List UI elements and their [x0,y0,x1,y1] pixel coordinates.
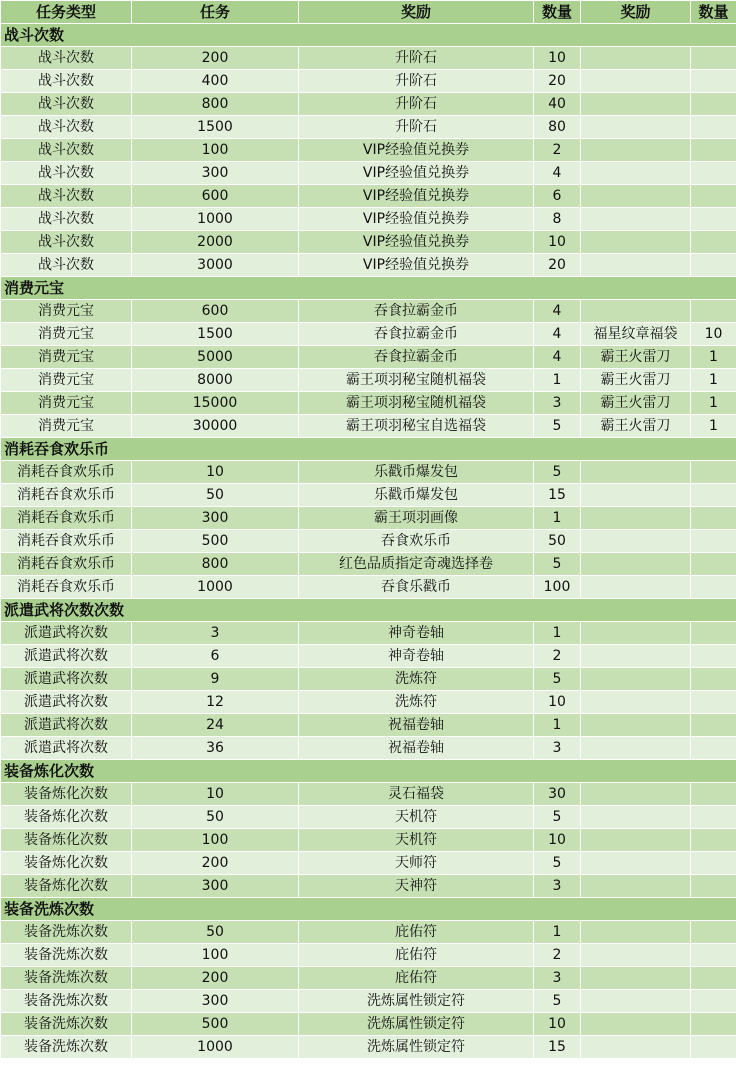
reward-2-cell [581,70,691,93]
quantity-2-cell [691,507,736,530]
task-target-cell: 300 [132,990,299,1013]
reward-cell: 洗炼属性锁定符 [299,1036,534,1059]
reward-cell: 祝福卷轴 [299,737,534,760]
quantity-2-cell [691,806,736,829]
reward-cell: VIP经验值兑换券 [299,185,534,208]
reward-cell: 霸王项羽秘宝随机福袋 [299,392,534,415]
quantity-2-cell [691,944,736,967]
task-type-cell: 战斗次数 [1,116,132,139]
task-type-cell: 消耗吞食欢乐币 [1,553,132,576]
reward-cell: 庇佑符 [299,944,534,967]
task-target-cell: 1000 [132,576,299,599]
task-type-cell: 战斗次数 [1,162,132,185]
table-row [1,323,736,346]
reward-cell: 洗炼符 [299,668,534,691]
task-type-cell: 战斗次数 [1,47,132,70]
header-task: 任务 [132,1,299,24]
reward-2-cell [581,645,691,668]
quantity-2-cell [691,852,736,875]
task-target-cell: 100 [132,139,299,162]
task-type-cell: 消耗吞食欢乐币 [1,484,132,507]
table-row [1,852,736,875]
reward-cell: 祝福卷轴 [299,714,534,737]
header-quantity-2: 数量 [691,1,736,24]
quantity-cell: 1 [534,369,581,392]
reward-cell: 神奇卷轴 [299,622,534,645]
task-target-cell: 10 [132,461,299,484]
task-target-cell: 100 [132,829,299,852]
quantity-2-cell: 1 [691,369,736,392]
table-row [1,967,736,990]
task-target-cell: 3 [132,622,299,645]
table-row [1,300,736,323]
quantity-cell: 50 [534,530,581,553]
quantity-cell: 100 [534,576,581,599]
section-row [1,599,736,622]
task-target-cell: 500 [132,1013,299,1036]
task-type-cell: 装备炼化次数 [1,806,132,829]
reward-cell: 升阶石 [299,47,534,70]
table-row [1,921,736,944]
reward-2-cell [581,484,691,507]
quantity-2-cell [691,116,736,139]
quantity-cell: 80 [534,116,581,139]
reward-cell: 吞食乐戳币 [299,576,534,599]
table-row [1,93,736,116]
table-row [1,990,736,1013]
task-target-cell: 300 [132,875,299,898]
reward-2-cell [581,461,691,484]
quantity-cell: 2 [534,645,581,668]
section-row [1,24,736,47]
quantity-2-cell [691,530,736,553]
reward-cell: 霸王项羽秘宝随机福袋 [299,369,534,392]
reward-cell: 天机符 [299,806,534,829]
table-body [1,24,736,1059]
quantity-cell: 10 [534,829,581,852]
table-row [1,484,736,507]
task-type-cell: 装备炼化次数 [1,783,132,806]
table-row [1,208,736,231]
task-target-cell: 10 [132,783,299,806]
quantity-cell: 40 [534,93,581,116]
reward-cell: 天神符 [299,875,534,898]
reward-cell: 升阶石 [299,116,534,139]
task-type-cell: 派遣武将次数 [1,645,132,668]
task-type-cell: 消费元宝 [1,415,132,438]
section-title: 装备洗炼次数 [1,898,736,921]
quantity-2-cell [691,231,736,254]
task-type-cell: 消费元宝 [1,346,132,369]
quantity-cell: 5 [534,990,581,1013]
section-row [1,898,736,921]
quantity-cell: 3 [534,875,581,898]
reward-cell: VIP经验值兑换券 [299,231,534,254]
reward-2-cell [581,921,691,944]
task-type-cell: 消耗吞食欢乐币 [1,461,132,484]
task-type-cell: 装备洗炼次数 [1,967,132,990]
reward-cell: 天师符 [299,852,534,875]
quantity-cell: 4 [534,300,581,323]
quantity-2-cell [691,553,736,576]
task-target-cell: 600 [132,185,299,208]
task-type-cell: 消费元宝 [1,392,132,415]
task-target-cell: 500 [132,530,299,553]
reward-2-cell [581,622,691,645]
reward-cell: 天机符 [299,829,534,852]
reward-cell: 霸王项羽画像 [299,507,534,530]
task-type-cell: 战斗次数 [1,93,132,116]
table-row [1,116,736,139]
reward-cell: 吞食拉霸金币 [299,300,534,323]
table-row [1,783,736,806]
task-type-cell: 派遣武将次数 [1,691,132,714]
task-target-cell: 300 [132,507,299,530]
quantity-cell: 5 [534,852,581,875]
task-target-cell: 36 [132,737,299,760]
quantity-cell: 3 [534,392,581,415]
task-target-cell: 200 [132,967,299,990]
table-row [1,231,736,254]
table-row [1,829,736,852]
quantity-cell: 2 [534,944,581,967]
reward-cell: 庇佑符 [299,921,534,944]
table-row [1,254,736,277]
section-title: 战斗次数 [1,24,736,47]
reward-2-cell [581,47,691,70]
quantity-2-cell [691,47,736,70]
task-type-cell: 战斗次数 [1,231,132,254]
task-target-cell: 300 [132,162,299,185]
task-type-cell: 装备洗炼次数 [1,990,132,1013]
reward-2-cell [581,967,691,990]
reward-2-cell [581,875,691,898]
task-type-cell: 派遣武将次数 [1,622,132,645]
reward-2-cell [581,944,691,967]
table-row [1,507,736,530]
reward-2-cell [581,530,691,553]
table-row [1,553,736,576]
quantity-2-cell [691,622,736,645]
task-target-cell: 3000 [132,254,299,277]
quantity-cell: 1 [534,714,581,737]
header-row [1,1,736,24]
table-row [1,70,736,93]
quantity-2-cell [691,208,736,231]
quantity-2-cell [691,875,736,898]
quantity-cell: 4 [534,162,581,185]
quantity-cell: 4 [534,323,581,346]
reward-cell: VIP经验值兑换券 [299,254,534,277]
task-target-cell: 1500 [132,323,299,346]
quantity-2-cell [691,576,736,599]
reward-cell: 霸王项羽秘宝自选福袋 [299,415,534,438]
task-target-cell: 200 [132,47,299,70]
reward-2-cell [581,208,691,231]
quantity-cell: 5 [534,461,581,484]
reward-2-cell: 霸王火雷刀 [581,346,691,369]
task-type-cell: 消耗吞食欢乐币 [1,576,132,599]
reward-2-cell [581,783,691,806]
table-row [1,415,736,438]
quantity-cell: 5 [534,415,581,438]
quantity-cell: 3 [534,967,581,990]
task-target-cell: 1000 [132,208,299,231]
reward-2-cell [581,162,691,185]
task-target-cell: 5000 [132,346,299,369]
table-row [1,392,736,415]
table-row [1,875,736,898]
reward-cell: VIP经验值兑换券 [299,208,534,231]
task-target-cell: 1500 [132,116,299,139]
reward-cell: VIP经验值兑换券 [299,139,534,162]
reward-2-cell [581,300,691,323]
reward-2-cell: 霸王火雷刀 [581,369,691,392]
task-type-cell: 派遣武将次数 [1,668,132,691]
reward-cell: 乐戳币爆发包 [299,484,534,507]
quantity-cell: 10 [534,47,581,70]
reward-cell: 吞食拉霸金币 [299,346,534,369]
task-target-cell: 24 [132,714,299,737]
task-type-cell: 消耗吞食欢乐币 [1,530,132,553]
section-title: 消耗吞食欢乐币 [1,438,736,461]
table-row [1,714,736,737]
header-quantity-1: 数量 [534,1,581,24]
quantity-2-cell [691,254,736,277]
task-target-cell: 6 [132,645,299,668]
task-type-cell: 派遣武将次数 [1,737,132,760]
quantity-2-cell [691,829,736,852]
quantity-cell: 10 [534,231,581,254]
header-reward-1: 奖励 [299,1,534,24]
reward-2-cell [581,737,691,760]
reward-cell: 升阶石 [299,70,534,93]
reward-cell: 乐戳币爆发包 [299,461,534,484]
reward-2-cell: 霸王火雷刀 [581,415,691,438]
quantity-cell: 3 [534,737,581,760]
reward-2-cell [581,185,691,208]
table-row [1,1013,736,1036]
quantity-cell: 8 [534,208,581,231]
quantity-2-cell: 1 [691,392,736,415]
quantity-2-cell [691,185,736,208]
table-row [1,576,736,599]
reward-cell: 神奇卷轴 [299,645,534,668]
table-row [1,346,736,369]
table-header [1,1,736,24]
task-type-cell: 装备洗炼次数 [1,1013,132,1036]
task-target-cell: 200 [132,852,299,875]
table-row [1,369,736,392]
task-type-cell: 派遣武将次数 [1,714,132,737]
section-row [1,438,736,461]
quantity-cell: 20 [534,70,581,93]
reward-2-cell [581,990,691,1013]
reward-2-cell [581,852,691,875]
task-target-cell: 8000 [132,369,299,392]
reward-cell: 吞食欢乐币 [299,530,534,553]
quantity-2-cell [691,668,736,691]
quantity-cell: 15 [534,1036,581,1059]
quantity-2-cell [691,967,736,990]
quantity-2-cell [691,1036,736,1059]
reward-2-cell [581,668,691,691]
reward-2-cell [581,714,691,737]
task-target-cell: 800 [132,93,299,116]
header-reward-2: 奖励 [581,1,691,24]
table-row [1,645,736,668]
reward-2-cell [581,691,691,714]
quantity-cell: 1 [534,507,581,530]
reward-2-cell: 福星纹章福袋 [581,323,691,346]
table-row [1,944,736,967]
quantity-cell: 10 [534,1013,581,1036]
task-type-cell: 战斗次数 [1,70,132,93]
task-type-cell: 装备洗炼次数 [1,944,132,967]
task-type-cell: 消耗吞食欢乐币 [1,507,132,530]
task-type-cell: 消费元宝 [1,323,132,346]
quantity-cell: 5 [534,668,581,691]
reward-2-cell: 霸王火雷刀 [581,392,691,415]
task-type-cell: 战斗次数 [1,185,132,208]
reward-2-cell [581,254,691,277]
table-row [1,530,736,553]
reward-2-cell [581,507,691,530]
task-target-cell: 2000 [132,231,299,254]
quantity-cell: 1 [534,622,581,645]
task-target-cell: 400 [132,70,299,93]
quantity-cell: 5 [534,806,581,829]
reward-2-cell [581,116,691,139]
task-type-cell: 战斗次数 [1,208,132,231]
quantity-cell: 30 [534,783,581,806]
reward-2-cell [581,1013,691,1036]
table-row [1,622,736,645]
section-title: 派遣武将次数次数 [1,599,736,622]
quantity-2-cell [691,921,736,944]
quantity-2-cell [691,1013,736,1036]
task-target-cell: 15000 [132,392,299,415]
task-type-cell: 消费元宝 [1,300,132,323]
table-row [1,668,736,691]
quantity-2-cell [691,300,736,323]
reward-cell: 洗炼符 [299,691,534,714]
quantity-2-cell [691,139,736,162]
task-target-cell: 50 [132,806,299,829]
task-type-cell: 消费元宝 [1,369,132,392]
table-row [1,691,736,714]
table-row [1,185,736,208]
table-row [1,461,736,484]
section-title: 消费元宝 [1,277,736,300]
quantity-2-cell [691,645,736,668]
table-row [1,1036,736,1059]
task-target-cell: 800 [132,553,299,576]
quantity-2-cell [691,484,736,507]
reward-2-cell [581,231,691,254]
reward-2-cell [581,553,691,576]
task-type-cell: 装备洗炼次数 [1,921,132,944]
quantity-cell: 2 [534,139,581,162]
table-row [1,47,736,70]
reward-2-cell [581,576,691,599]
reward-2-cell [581,1036,691,1059]
quantity-2-cell [691,461,736,484]
quantity-cell: 5 [534,553,581,576]
section-row [1,760,736,783]
reward-2-cell [581,829,691,852]
reward-cell: 红色品质指定奇魂选择卷 [299,553,534,576]
reward-cell: 洗炼属性锁定符 [299,1013,534,1036]
header-task-type: 任务类型 [1,1,132,24]
table-row [1,737,736,760]
table-row [1,162,736,185]
task-type-cell: 战斗次数 [1,139,132,162]
reward-cell: 洗炼属性锁定符 [299,990,534,1013]
quantity-2-cell [691,737,736,760]
reward-cell: 灵石福袋 [299,783,534,806]
reward-cell: VIP经验值兑换券 [299,162,534,185]
task-type-cell: 装备炼化次数 [1,852,132,875]
task-type-cell: 装备炼化次数 [1,875,132,898]
task-target-cell: 9 [132,668,299,691]
task-target-cell: 12 [132,691,299,714]
quantity-cell: 1 [534,921,581,944]
quantity-2-cell [691,783,736,806]
reward-2-cell [581,93,691,116]
quantity-2-cell: 10 [691,323,736,346]
quantity-2-cell [691,162,736,185]
quantity-cell: 10 [534,691,581,714]
quantity-2-cell [691,93,736,116]
quantity-2-cell: 1 [691,346,736,369]
table-row [1,139,736,162]
task-type-cell: 战斗次数 [1,254,132,277]
quantity-cell: 15 [534,484,581,507]
reward-cell: 庇佑符 [299,967,534,990]
reward-2-cell [581,806,691,829]
quantity-cell: 4 [534,346,581,369]
task-type-cell: 装备洗炼次数 [1,1036,132,1059]
task-type-cell: 装备炼化次数 [1,829,132,852]
reward-cell: 升阶石 [299,93,534,116]
task-target-cell: 1000 [132,1036,299,1059]
task-target-cell: 600 [132,300,299,323]
quantity-2-cell [691,990,736,1013]
section-title: 装备炼化次数 [1,760,736,783]
quantity-2-cell [691,691,736,714]
section-row [1,277,736,300]
task-target-cell: 30000 [132,415,299,438]
reward-cell: 吞食拉霸金币 [299,323,534,346]
quantity-cell: 20 [534,254,581,277]
task-target-cell: 100 [132,944,299,967]
task-target-cell: 50 [132,921,299,944]
quantity-cell: 6 [534,185,581,208]
quantity-2-cell [691,714,736,737]
quantity-2-cell: 1 [691,415,736,438]
table-row [1,806,736,829]
quantity-2-cell [691,70,736,93]
reward-2-cell [581,139,691,162]
task-target-cell: 50 [132,484,299,507]
